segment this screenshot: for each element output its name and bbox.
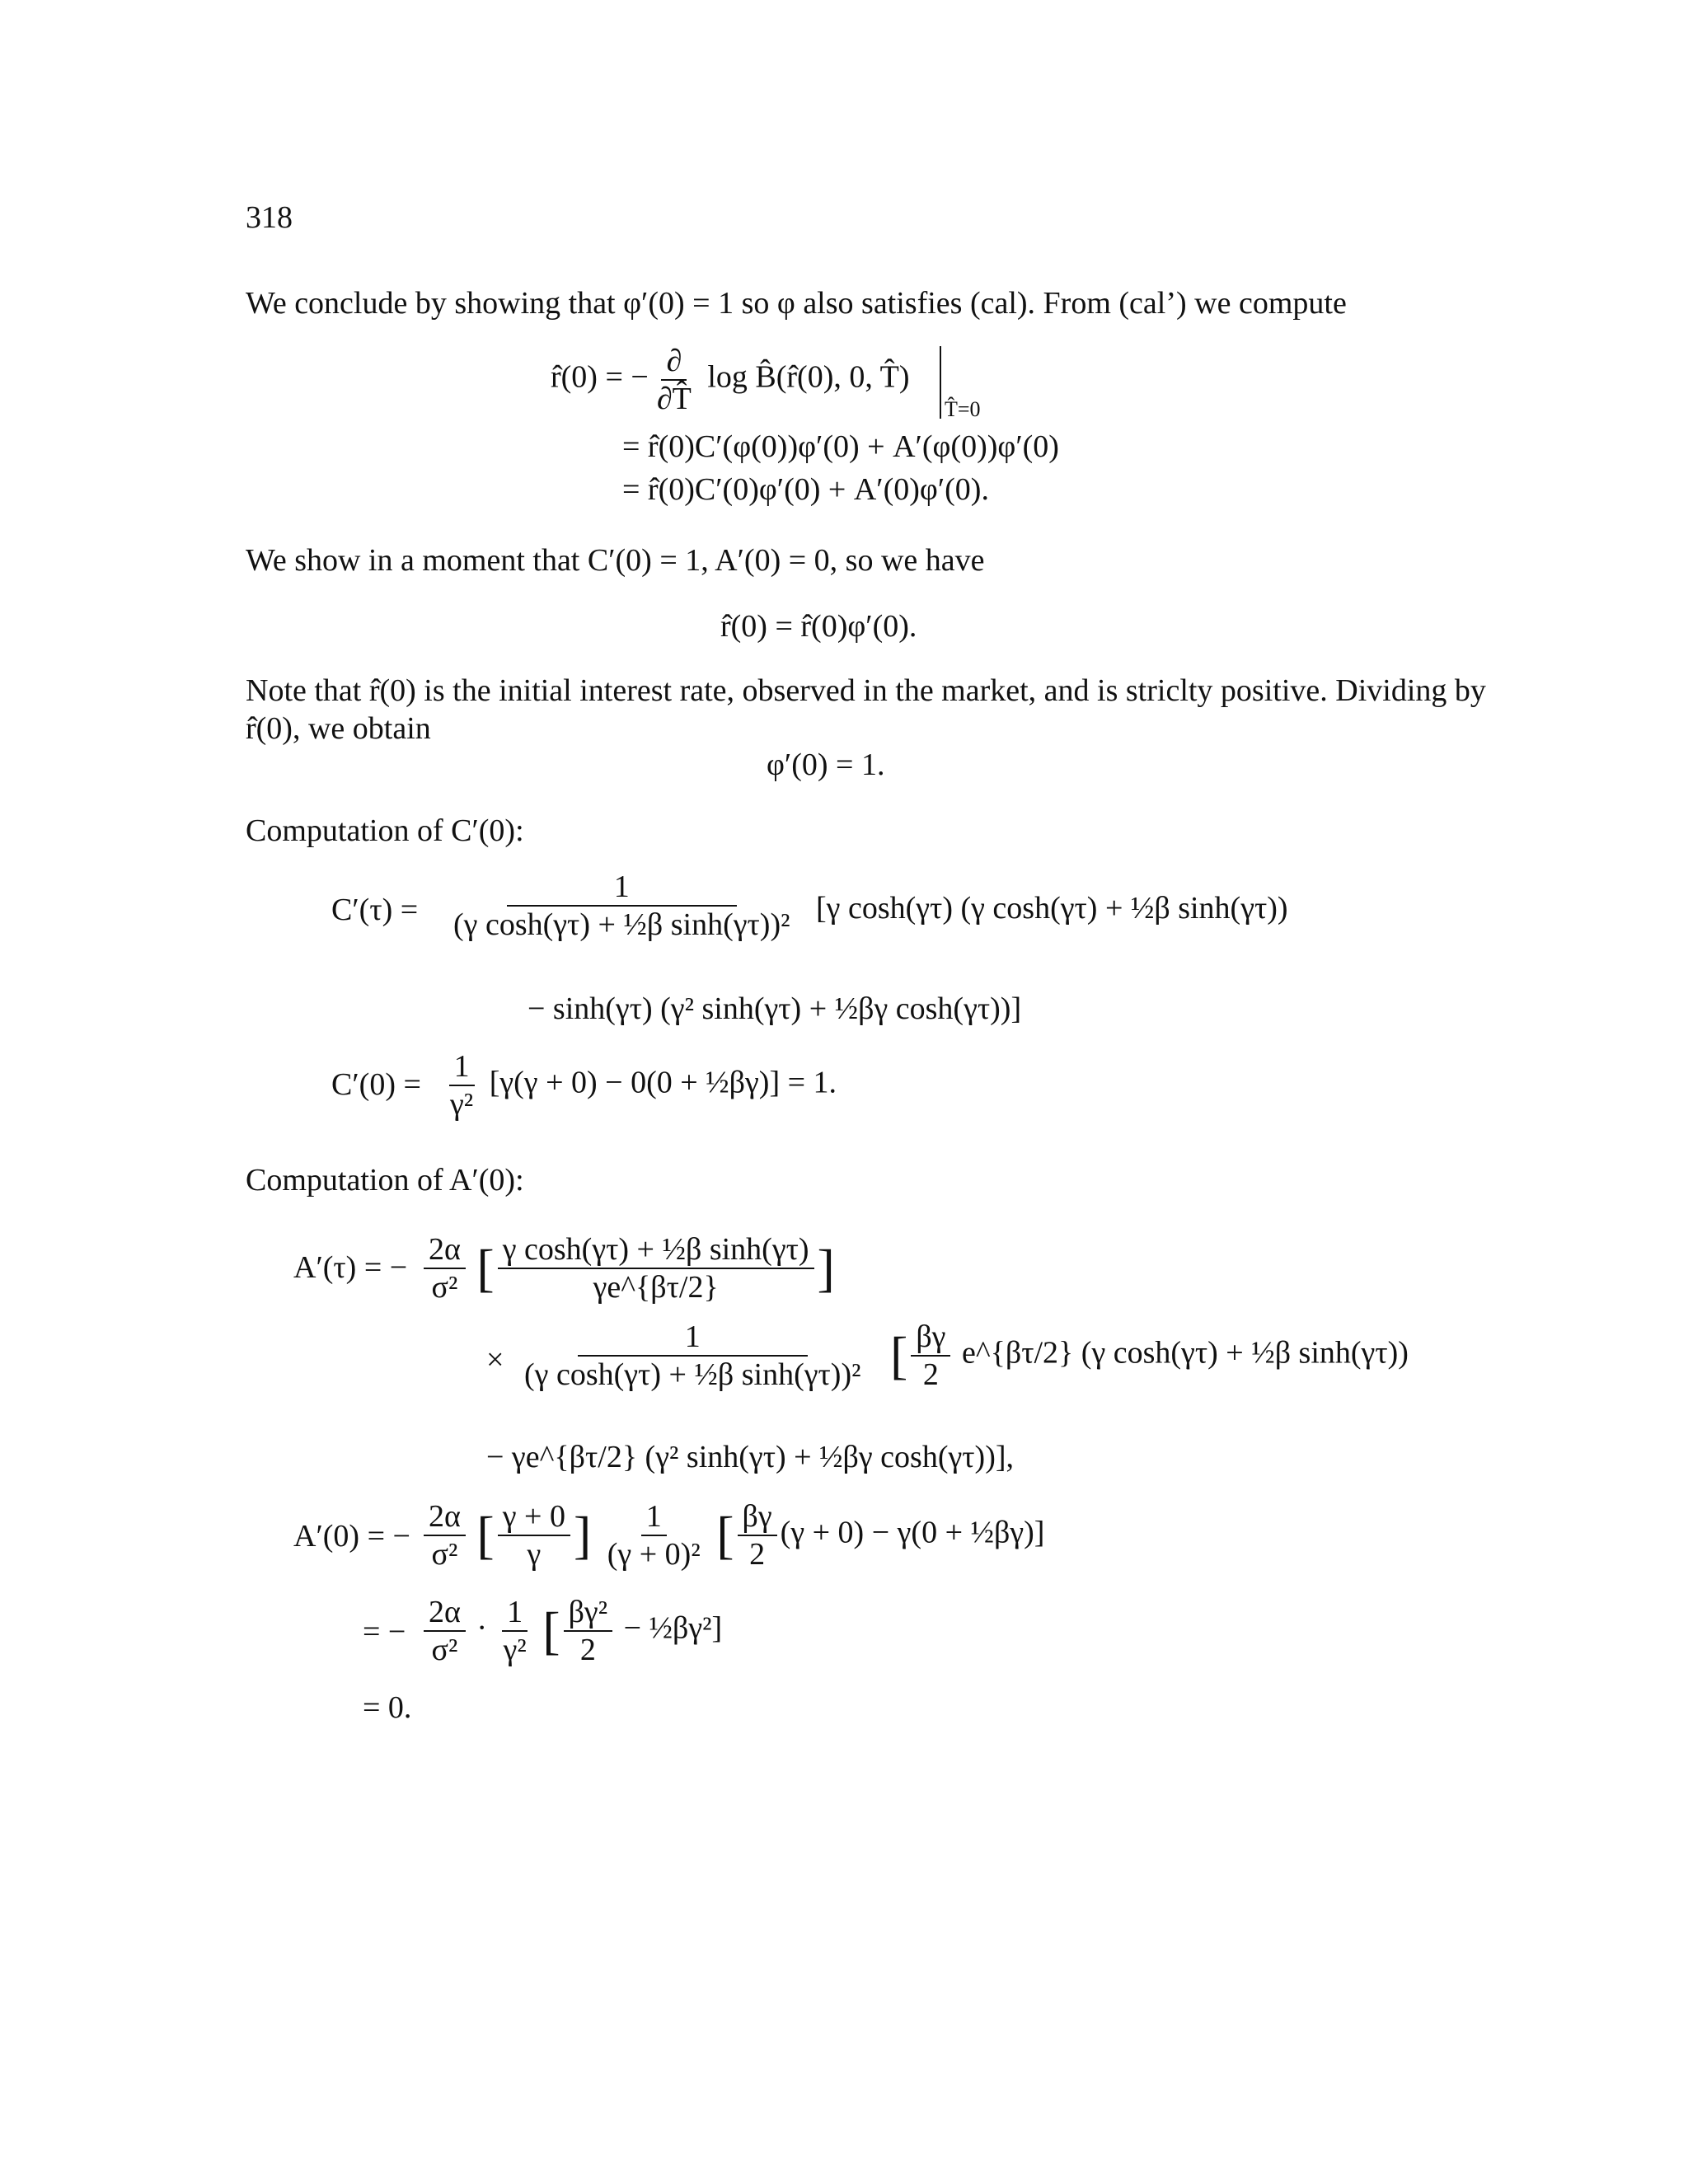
c-tau-fraction — [445, 869, 799, 943]
equation-r0-lhs: r̂(0) = − — [551, 359, 649, 395]
a-tau-line2-rest: e^{βτ/2} (γ cosh(γτ) + ½β sinh(γτ)) — [961, 1335, 1409, 1371]
a-zero-f1 — [424, 1498, 466, 1572]
a-zero-l2-dot: · — [476, 1610, 488, 1646]
a-zero-line3: = 0. — [363, 1690, 412, 1725]
bracket-close: ] — [817, 1239, 835, 1297]
a-zero-l2-f2-num: 1 — [502, 1594, 528, 1632]
equation-r0-rhs: log B̂(r̂(0), 0, T̂) — [707, 359, 910, 395]
a-tau-frac3 — [519, 1319, 866, 1393]
c-tau-numerator: 1 — [507, 869, 737, 907]
times-sign: × — [486, 1343, 504, 1377]
a-tau-frac2-den: γe^{βτ/2} — [593, 1270, 719, 1305]
equation-r0-identity: r̂(0) = r̂(0)φ′(0). — [720, 609, 917, 644]
a-zero-l2-f3-num: βγ² — [564, 1594, 613, 1632]
a-zero-l2-f1 — [424, 1594, 466, 1668]
a-zero-f3-num: 1 — [641, 1498, 667, 1536]
c-tau-lhs: C′(τ) = — [331, 893, 419, 927]
a-tau-frac2-num: γ cosh(γτ) + ½β sinh(γτ) — [498, 1231, 814, 1269]
a-zero-l2-f3 — [564, 1594, 613, 1668]
partial-numerator: ∂ — [661, 343, 687, 381]
a-tau-frac4-den: 2 — [922, 1357, 939, 1392]
a-tau-line3: − γe^{βτ/2} (γ² sinh(γτ) + ½βγ cosh(γτ))], — [486, 1440, 1015, 1474]
a-tau-equation — [420, 1231, 835, 1305]
c-zero-numerator: 1 — [449, 1048, 475, 1086]
a-tau-frac1-num: 2α — [424, 1231, 466, 1269]
a-zero-f1-num: 2α — [424, 1498, 466, 1536]
a-zero-f2-num: γ + 0 — [498, 1498, 570, 1536]
a-zero-equation — [420, 1498, 1044, 1572]
a-zero-lhs: A′(0) = − — [293, 1519, 410, 1554]
a-zero-f4 — [738, 1498, 777, 1572]
a-zero-f4-num: βγ — [738, 1498, 777, 1536]
c-zero-rhs: [γ(γ + 0) − 0(0 + ½βγ)] = 1. — [489, 1065, 837, 1100]
c-tau-denominator: (γ cosh(γτ) + ½β sinh(γτ))² — [453, 907, 790, 942]
c-zero-frac — [445, 1048, 478, 1122]
paragraph-show: We show in a moment that C′(0) = 1, A′(0) = 0, so we have — [246, 543, 985, 578]
equation-r0-line3: = r̂(0)C′(0)φ′(0) + A′(0)φ′(0). — [622, 472, 989, 507]
a-tau-frac4 — [911, 1319, 950, 1393]
a-zero-line2 — [420, 1594, 722, 1668]
equation-r0 — [551, 343, 910, 417]
a-tau-frac1 — [424, 1231, 466, 1305]
a-tau-line2-fraction — [516, 1319, 870, 1393]
bracket-open-4: [ — [716, 1506, 734, 1564]
a-zero-f2 — [498, 1498, 570, 1572]
a-tau-lhs: A′(τ) = − — [293, 1250, 408, 1285]
heading-c-prime: Computation of C′(0): — [246, 813, 524, 848]
bracket-open-5: [ — [542, 1601, 560, 1660]
equation-r0-line2: = r̂(0)C′(φ(0))φ′(0) + A′(φ(0))φ′(0) — [622, 429, 1059, 464]
equation-phi-prime: φ′(0) = 1. — [767, 748, 885, 782]
bracket-open: [ — [476, 1239, 495, 1297]
evaluation-bar — [940, 346, 941, 419]
evaluation-subscript: T̂=0 — [945, 397, 981, 421]
bracket-open-2: [ — [890, 1326, 908, 1385]
a-zero-l2-rest: − ½βγ²] — [623, 1610, 723, 1646]
a-zero-f3-den: (γ + 0)² — [607, 1537, 701, 1572]
bracket-close-3: ] — [573, 1506, 592, 1564]
c-zero-denominator: γ² — [450, 1087, 474, 1122]
c-zero-lhs: C′(0) = — [331, 1067, 421, 1102]
heading-a-prime: Computation of A′(0): — [246, 1163, 524, 1197]
a-zero-l2-f3-den: 2 — [579, 1633, 596, 1667]
a-zero-l2-f1-den: σ² — [431, 1633, 458, 1667]
a-zero-l2-f2-den: γ² — [503, 1633, 527, 1667]
a-tau-frac2 — [498, 1231, 814, 1305]
page-number: 318 — [246, 200, 293, 235]
a-zero-f4-den: 2 — [749, 1537, 766, 1572]
a-zero-line2-lhs: = − — [363, 1615, 406, 1649]
a-zero-rest: (γ + 0) − γ(0 + ½βγ)] — [780, 1515, 1045, 1550]
bracket-open-3: [ — [476, 1506, 495, 1564]
a-tau-frac1-den: σ² — [431, 1270, 458, 1305]
a-zero-f3 — [603, 1498, 706, 1572]
c-zero-equation — [442, 1048, 837, 1122]
a-tau-frac4-num: βγ — [911, 1319, 950, 1357]
partial-fraction — [652, 343, 696, 417]
a-tau-frac3-num: 1 — [578, 1319, 808, 1357]
a-tau-line2-bracket — [890, 1319, 1409, 1393]
a-zero-f2-den: γ — [527, 1537, 542, 1572]
a-zero-l2-f2 — [499, 1594, 532, 1668]
a-zero-l2-f1-num: 2α — [424, 1594, 466, 1632]
c-tau-bracket-line1: [γ cosh(γτ) (γ cosh(γτ) + ½β sinh(γτ)) — [816, 891, 1288, 926]
a-zero-f1-den: σ² — [431, 1537, 458, 1572]
a-tau-frac3-den: (γ cosh(γτ) + ½β sinh(γτ))² — [524, 1357, 861, 1392]
paragraph-note-line2: r̂(0), we obtain — [246, 711, 431, 746]
partial-denominator: ∂T̂ — [656, 382, 692, 416]
c-tau-frac — [448, 869, 795, 943]
c-tau-line2: − sinh(γτ) (γ² sinh(γτ) + ½βγ cosh(γτ))] — [528, 991, 1022, 1026]
paragraph-intro: We conclude by showing that φ′(0) = 1 so φ also satisfies (cal). From (cal’) we compute — [246, 286, 1347, 321]
paragraph-note-line1: Note that r̂(0) is the initial interest rate, observed in the market, and is striclty positive. Dividing by — [246, 673, 1486, 708]
